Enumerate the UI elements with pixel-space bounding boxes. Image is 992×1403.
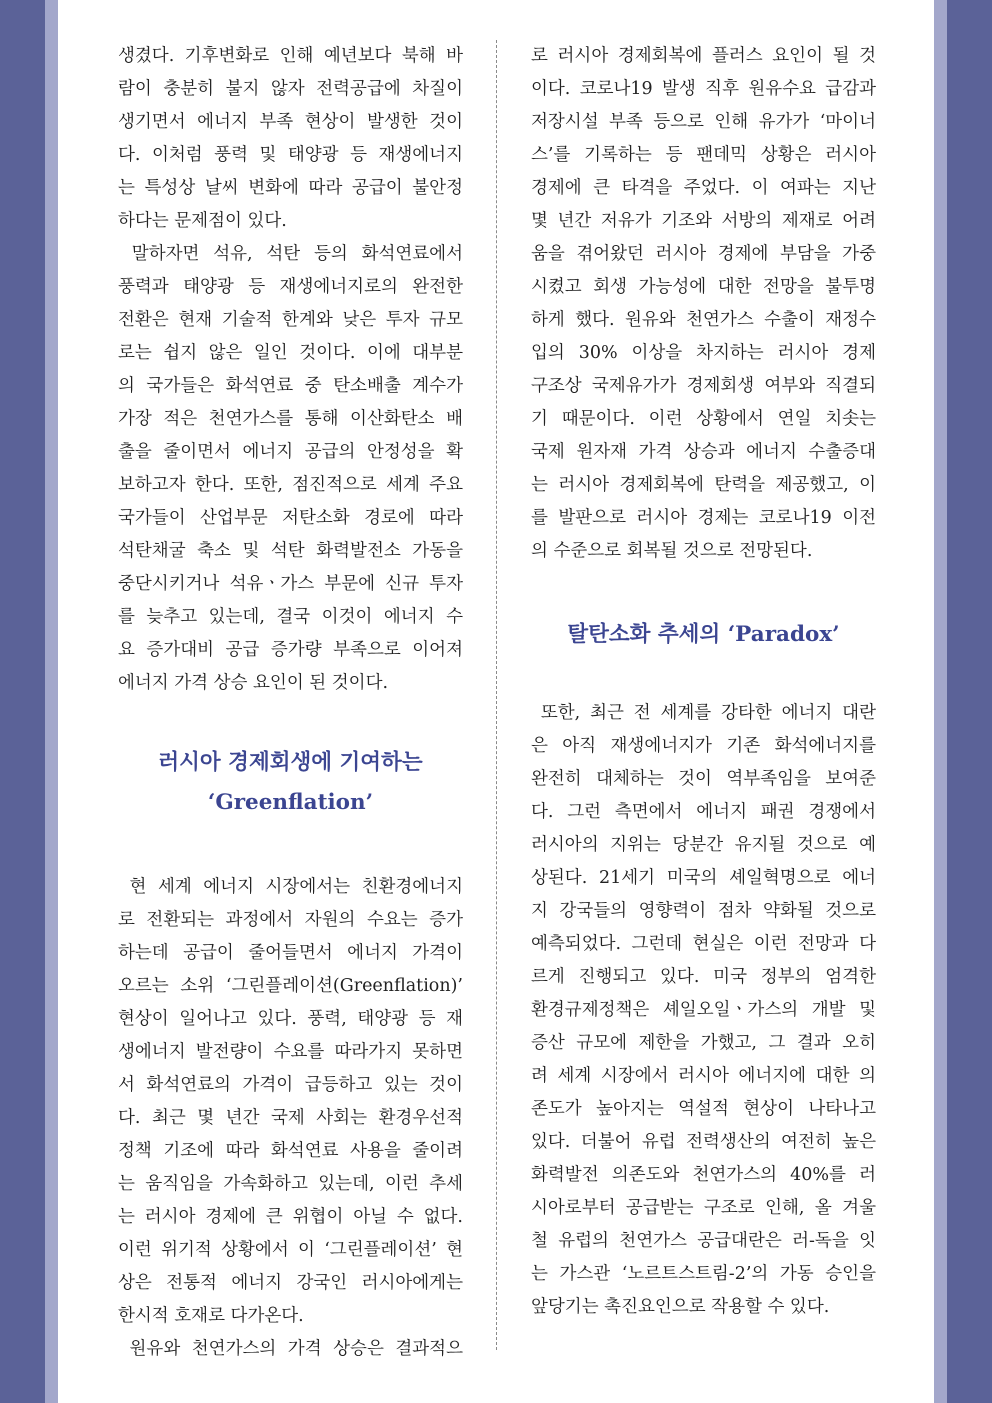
text-line: 증산 규모에 제한을 가했고, 그 결과 오히	[531, 1033, 876, 1053]
text-line: 는 가스관 ‘노르트스트림-2’의 가동 승인을	[531, 1264, 876, 1284]
section-heading-greenflation	[118, 743, 463, 823]
text-line: 국제 원자재 가격 상승과 에너지 수출증대	[531, 442, 876, 462]
column-divider	[496, 40, 497, 1350]
text-line: 원유와 천연가스의 가격 상승은 결과적으	[118, 1339, 463, 1359]
heading-line: 탈탄소화 추세의 ‘Paradox’	[567, 622, 840, 647]
text-line: 존도가 높아지는 역설적 현상이 나타나고	[531, 1099, 876, 1119]
text-line: 보하고자 한다. 또한, 점진적으로 세계 주요	[118, 475, 463, 495]
text-line: 화력발전 의존도와 천연가스의 40%를 러	[531, 1165, 876, 1185]
text-line: 풍력과 태양광 등 재생에너지로의 완전한	[118, 277, 463, 297]
right-border-dark	[947, 0, 992, 1403]
text-line: 에너지 가격 상승 요인이 된 것이다.	[118, 673, 389, 693]
text-line: 환경규제정책은 셰일오일ㆍ가스의 개발 및	[531, 1000, 876, 1020]
spacer	[531, 568, 876, 615]
left-border-light	[45, 0, 58, 1403]
right-column	[531, 40, 876, 1324]
text-line: 은 아직 재생에너지가 기존 화석에너지를	[531, 736, 876, 756]
text-line: 몇 년간 저유가 기조와 서방의 제재로 어려	[531, 211, 876, 231]
text-line: 구조상 국제유가가 경제회생 여부와 직결되	[531, 376, 876, 396]
text-line: 로 러시아 경제회복에 플러스 요인이 될 것	[531, 46, 876, 66]
text-line: 는 러시아 경제회복에 탄력을 제공했고, 이	[531, 475, 876, 495]
text-line: 오르는 소위 ‘그린플레이션(Greenflation)’	[118, 976, 463, 996]
heading-line: 러시아 경제회생에 기여하는	[158, 750, 423, 775]
text-line: 상은 전통적 에너지 강국인 러시아에게는	[118, 1273, 463, 1293]
text-line: 는 러시아 경제에 큰 위협이 아닐 수 없다.	[118, 1207, 463, 1227]
text-line: 르게 진행되고 있다. 미국 정부의 엄격한	[531, 967, 876, 987]
paragraph-paradox	[531, 697, 876, 1324]
text-line: 를 발판으로 러시아 경제는 코로나19 이전	[531, 508, 876, 528]
text-line: 움을 겪어왔던 러시아 경제에 부담을 가중	[531, 244, 876, 264]
text-line: 는 움직임을 가속화하고 있는데, 이런 추세	[118, 1174, 463, 1194]
right-border-light	[934, 0, 947, 1403]
text-line: 려 세계 시장에서 러시아 에너지에 대한 의	[531, 1066, 876, 1086]
text-line: 정책 기조에 따라 화석연료 사용을 줄이려	[118, 1141, 463, 1161]
text-line: 완전히 대체하는 것이 역부족임을 보여준	[531, 769, 876, 789]
text-line: 상된다. 21세기 미국의 셰일혁명으로 에너	[531, 868, 876, 888]
text-line: 시아로부터 공급받는 구조로 인해, 올 겨울	[531, 1198, 876, 1218]
text-line: 저장시설 부족 등으로 인해 유가가 ‘마이너	[531, 112, 876, 132]
spacer	[118, 700, 463, 743]
text-line: 생에너지 발전량이 수요를 따라가지 못하면	[118, 1042, 463, 1062]
paragraph-energy-transition	[118, 238, 463, 700]
text-line: 하다는 문제점이 있다.	[118, 211, 287, 231]
text-line: 이다. 코로나19 발생 직후 원유수요 급감과	[531, 79, 876, 99]
text-line: 기 때문이다. 이런 상황에서 연일 치솟는	[531, 409, 876, 429]
text-line: 하는데 공급이 줄어들면서 에너지 가격이	[118, 943, 463, 963]
text-line: 생기면서 에너지 부족 현상이 발생한 것이	[118, 112, 463, 132]
text-line: 가장 적은 천연가스를 통해 이산화탄소 배	[118, 409, 463, 429]
text-line: 서 화석연료의 가격이 급등하고 있는 것이	[118, 1075, 463, 1095]
text-line: 로는 쉽지 않은 일인 것이다. 이에 대부분	[118, 343, 463, 363]
text-line: 있다. 더불어 유럽 전력생산의 여전히 높은	[531, 1132, 876, 1152]
text-line: 다. 최근 몇 년간 국제 사회는 환경우선적	[118, 1108, 463, 1128]
spacer	[118, 823, 463, 871]
text-line: 앞당기는 촉진요인으로 작용할 수 있다.	[531, 1297, 830, 1317]
paragraph-price-rise	[118, 1333, 463, 1366]
text-line: 경제에 큰 타격을 주었다. 이 여파는 지난	[531, 178, 876, 198]
text-line: 예측되었다. 그런데 현실은 이런 전망과 다	[531, 934, 876, 954]
text-line: 입의 30% 이상을 차지하는 러시아 경제	[531, 343, 876, 363]
text-line: 지 강국들의 영향력이 점차 약화될 것으로	[531, 901, 876, 921]
text-line: 또한, 최근 전 세계를 강타한 에너지 대란	[531, 703, 876, 723]
heading-line: ‘Greenflation’	[207, 790, 374, 815]
text-line: 말하자면 석유, 석탄 등의 화석연료에서	[118, 244, 463, 264]
text-line: 요 증가대비 공급 증가량 부족으로 이어져	[118, 640, 463, 660]
text-line: 시켰고 회생 가능성에 대한 전망을 불투명	[531, 277, 876, 297]
text-line: 람이 충분히 불지 않자 전력공급에 차질이	[118, 79, 463, 99]
text-line: 중단시키거나 석유ㆍ가스 부문에 신규 투자	[118, 574, 463, 594]
text-line: 철 유럽의 천연가스 공급대란은 러-독을 잇	[531, 1231, 876, 1251]
text-line: 로 전환되는 과정에서 자원의 수요는 증가	[118, 910, 463, 930]
text-line: 하게 했다. 원유와 천연가스 수출이 재정수	[531, 310, 876, 330]
text-line: 현상이 일어나고 있다. 풍력, 태양광 등 재	[118, 1009, 463, 1029]
text-line: 국가들이 산업부문 저탄소화 경로에 따라	[118, 508, 463, 528]
text-line: 는 특성상 날씨 변화에 따라 공급이 불안정	[118, 178, 463, 198]
text-line: 생겼다. 기후변화로 인해 예년보다 북해 바	[118, 46, 463, 66]
text-line: 다. 그런 측면에서 에너지 패권 경쟁에서	[531, 802, 876, 822]
text-line: 한시적 호재로 다가온다.	[118, 1306, 304, 1326]
paragraph-greenflation	[118, 871, 463, 1333]
section-heading-paradox	[531, 615, 876, 655]
text-line: 석탄채굴 축소 및 석탄 화력발전소 가동을	[118, 541, 463, 561]
text-line: 의 수준으로 회복될 것으로 전망된다.	[531, 541, 813, 561]
left-border-dark	[0, 0, 45, 1403]
paragraph-weather-instability	[118, 40, 463, 238]
text-line: 전환은 현재 기술적 한계와 낮은 투자 규모	[118, 310, 463, 330]
spacer	[531, 655, 876, 697]
text-line: 출을 줄이면서 에너지 공급의 안정성을 확	[118, 442, 463, 462]
text-line: 다. 이처럼 풍력 및 태양광 등 재생에너지	[118, 145, 463, 165]
text-line: 이런 위기적 상황에서 이 ‘그린플레이션’ 현	[118, 1240, 463, 1260]
text-line: 를 늦추고 있는데, 결국 이것이 에너지 수	[118, 607, 463, 627]
left-column	[118, 40, 463, 1366]
text-line: 의 국가들은 화석연료 중 탄소배출 계수가	[118, 376, 463, 396]
text-line: 스’를 기록하는 등 팬데믹 상황은 러시아	[531, 145, 876, 165]
text-line: 현 세계 에너지 시장에서는 친환경에너지	[118, 877, 463, 897]
paragraph-economic-recovery	[531, 40, 876, 568]
text-line: 러시아의 지위는 당분간 유지될 것으로 예	[531, 835, 876, 855]
